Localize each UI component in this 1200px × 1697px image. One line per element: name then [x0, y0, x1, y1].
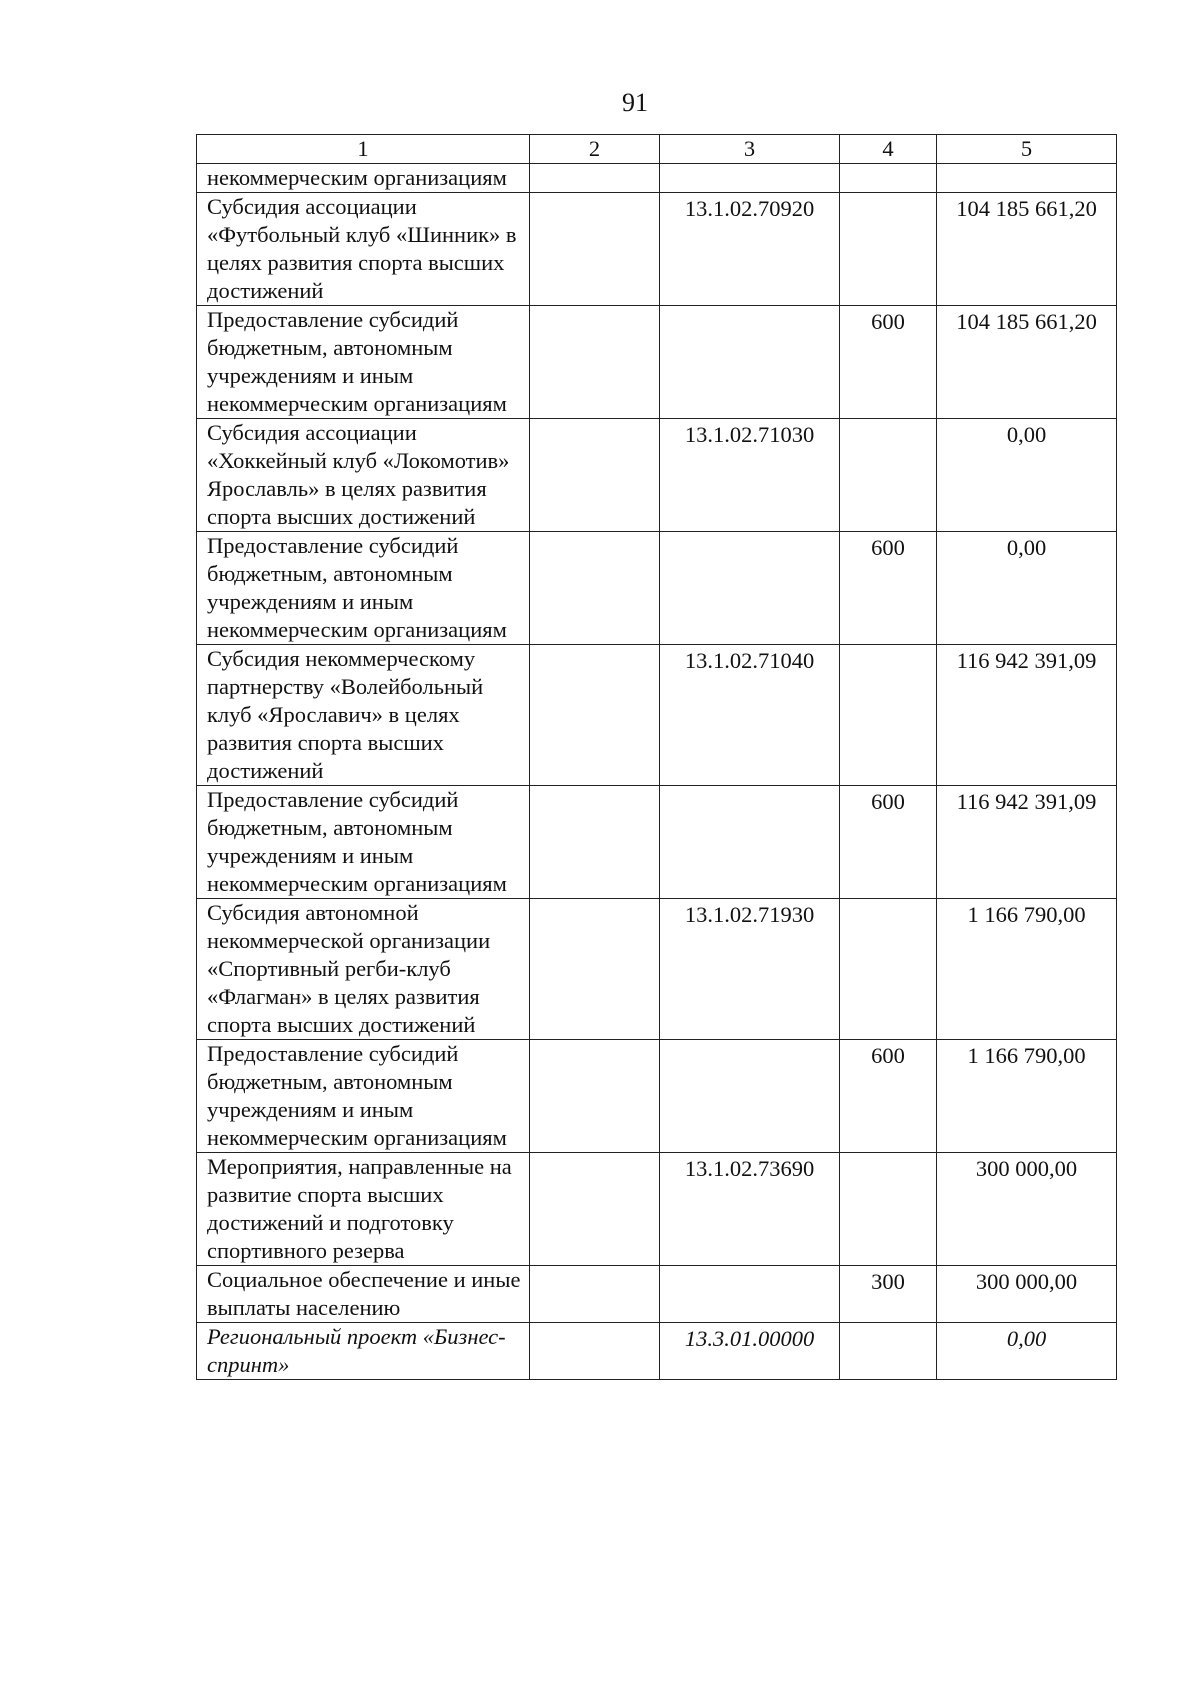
row-type-cell: 600: [840, 532, 937, 645]
header-col-3: 3: [660, 135, 840, 164]
row-name-cell: Субсидия автономной некоммерческой организации «Спортивный регби-клуб «Флагман» в целях развития спорта высших достижений: [197, 899, 530, 1040]
row-code-cell: [660, 532, 840, 645]
row-name-cell: Субсидия ассоциации «Футбольный клуб «Шинник» в целях развития спорта высших достижений: [197, 193, 530, 306]
row-amount-cell: 1 166 790,00: [937, 1040, 1117, 1153]
row-col2-cell: [530, 164, 660, 193]
table-row: [197, 306, 1117, 419]
row-col2-cell: [530, 1153, 660, 1266]
row-type-cell: [840, 899, 937, 1040]
table-row: [197, 1323, 1117, 1380]
row-type-cell: 600: [840, 1040, 937, 1153]
row-code-cell: 13.1.02.71030: [660, 419, 840, 532]
row-col2-cell: [530, 306, 660, 419]
table-row: [197, 786, 1117, 899]
row-name-cell: Предоставление субсидий бюджетным, автономным учреждениям и иным некоммерческим организациям: [197, 532, 530, 645]
page-number: 91: [622, 88, 648, 117]
row-amount-cell: 1 166 790,00: [937, 899, 1117, 1040]
row-amount-cell: 0,00: [937, 532, 1117, 645]
table-row: [197, 419, 1117, 532]
row-type-cell: [840, 1323, 937, 1380]
header-col-4: 4: [840, 135, 937, 164]
budget-table: [196, 134, 1117, 1380]
row-col2-cell: [530, 193, 660, 306]
row-col2-cell: [530, 1266, 660, 1323]
row-col2-cell: [530, 786, 660, 899]
row-code-cell: 13.1.02.73690: [660, 1153, 840, 1266]
row-type-cell: 600: [840, 786, 937, 899]
row-code-cell: 13.1.02.71040: [660, 645, 840, 786]
row-name-cell: Субсидия некоммерческому партнерству «Волейбольный клуб «Ярославич» в целях развития спорта высших достижений: [197, 645, 530, 786]
row-code-cell: [660, 1040, 840, 1153]
row-amount-cell: 300 000,00: [937, 1153, 1117, 1266]
row-name-cell: Мероприятия, направленные на развитие спорта высших достижений и подготовку спортивного резерва: [197, 1153, 530, 1266]
row-amount-cell: 300 000,00: [937, 1266, 1117, 1323]
table-row: [197, 1040, 1117, 1153]
row-col2-cell: [530, 419, 660, 532]
table-row: [197, 1266, 1117, 1323]
table-body: [197, 164, 1117, 1380]
row-name-cell: некоммерческим организациям: [197, 164, 530, 193]
row-amount-cell: 0,00: [937, 419, 1117, 532]
header-col-1: 1: [197, 135, 530, 164]
row-code-cell: [660, 306, 840, 419]
row-code-cell: 13.3.01.00000: [660, 1323, 840, 1380]
row-type-cell: 600: [840, 306, 937, 419]
row-col2-cell: [530, 1323, 660, 1380]
row-type-cell: [840, 645, 937, 786]
row-type-cell: [840, 164, 937, 193]
row-name-cell: Региональный проект «Бизнес-спринт»: [197, 1323, 530, 1380]
header-col-5: 5: [937, 135, 1117, 164]
row-code-cell: 13.1.02.71930: [660, 899, 840, 1040]
row-name-cell: Предоставление субсидий бюджетным, автономным учреждениям и иным некоммерческим организациям: [197, 1040, 530, 1153]
row-code-cell: [660, 164, 840, 193]
header-col-2: 2: [530, 135, 660, 164]
row-type-cell: 300: [840, 1266, 937, 1323]
table-row: [197, 532, 1117, 645]
row-code-cell: [660, 786, 840, 899]
row-type-cell: [840, 1153, 937, 1266]
row-col2-cell: [530, 532, 660, 645]
row-name-cell: Предоставление субсидий бюджетным, автономным учреждениям и иным некоммерческим организациям: [197, 786, 530, 899]
row-type-cell: [840, 193, 937, 306]
table-row: [197, 164, 1117, 193]
row-code-cell: 13.1.02.70920: [660, 193, 840, 306]
row-amount-cell: 104 185 661,20: [937, 306, 1117, 419]
table-row: [197, 645, 1117, 786]
row-name-cell: Предоставление субсидий бюджетным, автономным учреждениям и иным некоммерческим организациям: [197, 306, 530, 419]
row-amount-cell: [937, 164, 1117, 193]
table-row: [197, 1153, 1117, 1266]
row-col2-cell: [530, 645, 660, 786]
row-amount-cell: 104 185 661,20: [937, 193, 1117, 306]
row-name-cell: Социальное обеспечение и иные выплаты населению: [197, 1266, 530, 1323]
row-code-cell: [660, 1266, 840, 1323]
row-col2-cell: [530, 1040, 660, 1153]
row-name-cell: Субсидия ассоциации «Хоккейный клуб «Локомотив» Ярославль» в целях развития спорта высших достижений: [197, 419, 530, 532]
row-type-cell: [840, 419, 937, 532]
row-amount-cell: 0,00: [937, 1323, 1117, 1380]
row-col2-cell: [530, 899, 660, 1040]
row-amount-cell: 116 942 391,09: [937, 786, 1117, 899]
table-row: [197, 193, 1117, 306]
table-header-row: [197, 135, 1117, 164]
table-row: [197, 899, 1117, 1040]
row-amount-cell: 116 942 391,09: [937, 645, 1117, 786]
